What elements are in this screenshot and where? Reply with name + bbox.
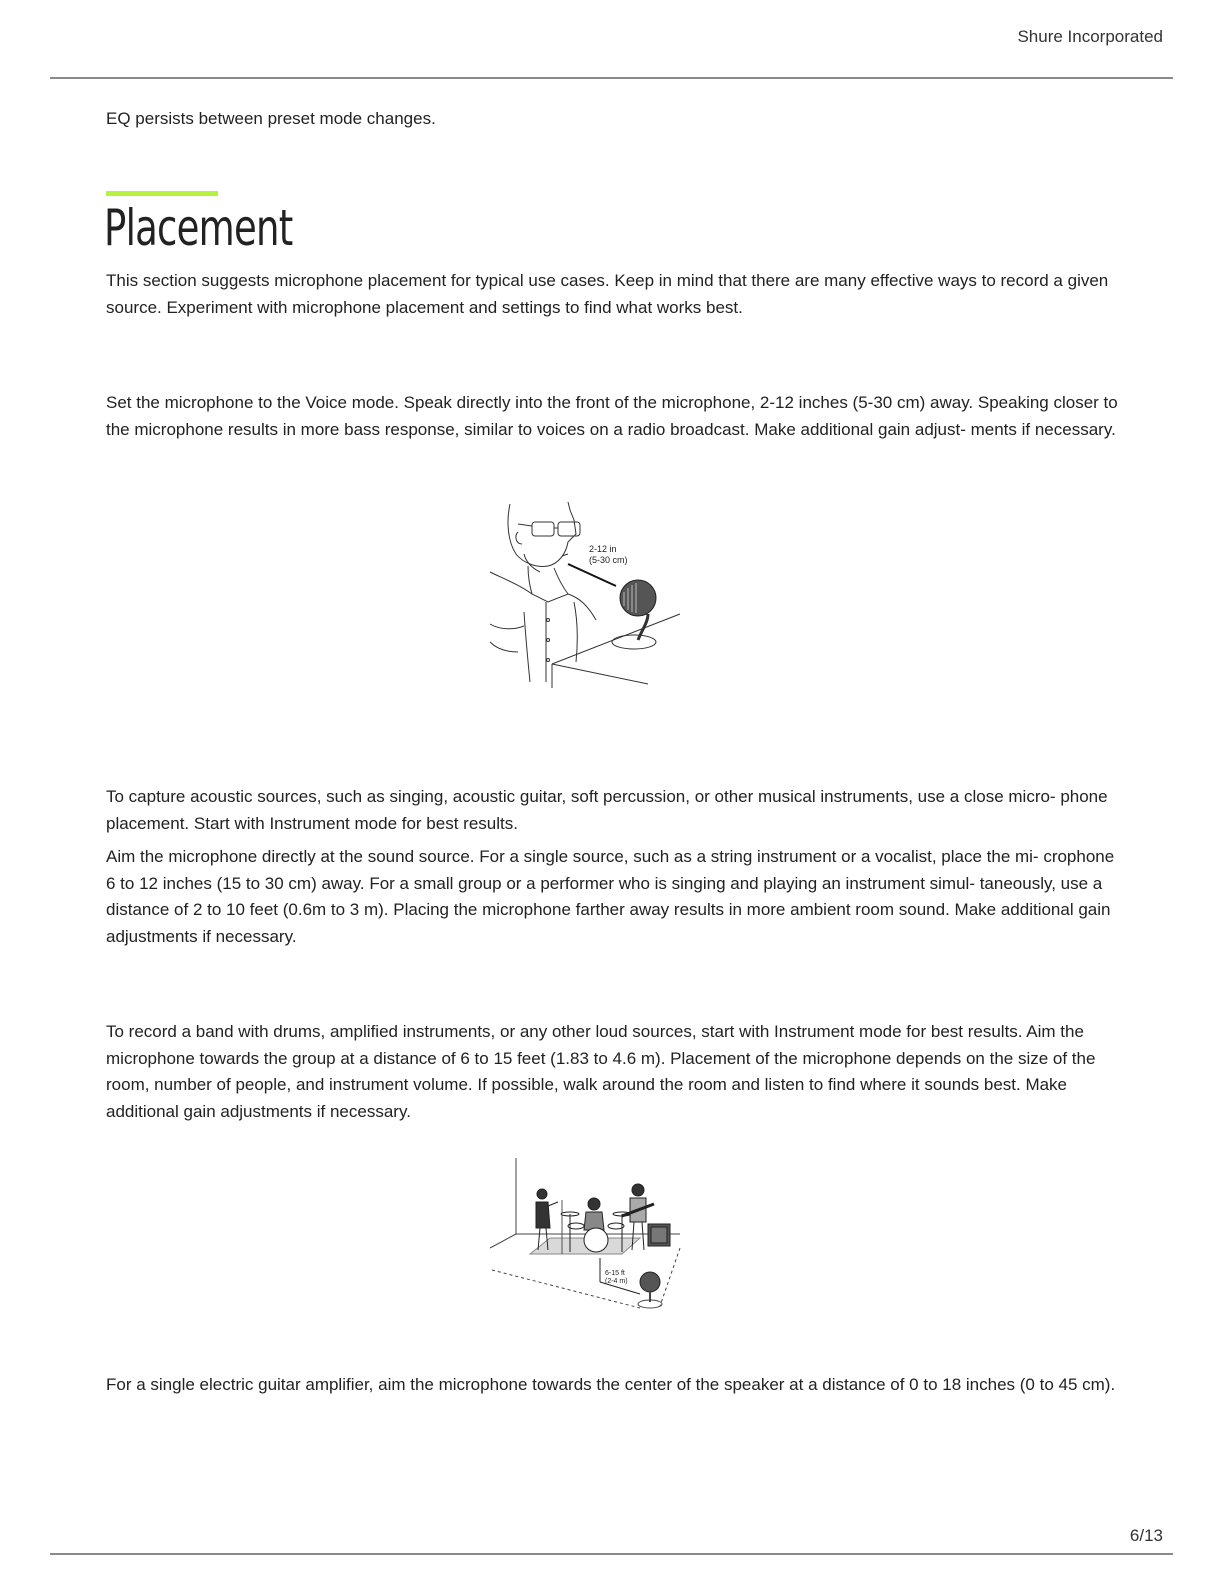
amp-paragraph: For a single electric guitar amplifier, aim the microphone towards the center of the speaker at a distance of 0 to 18 inches (0 to 45 cm). xyxy=(106,1375,1116,1394)
acoustic-paragraph-1: To capture acoustic sources, such as singing, acoustic guitar, soft percussion, or other musical instruments, use a close micro- phone placement. Start with Instrument mode for best results. xyxy=(106,787,1108,833)
person-speaking-into-microphone-illustration xyxy=(488,502,688,688)
distance-label-line1: 2-12 in xyxy=(589,544,617,554)
acoustic-paragraph-2: Aim the microphone directly at the sound source. For a single source, such as a string instrument or a vocalist, place the mi- crophone 6 to 12 inches (15 to 30 cm) away. For a small group or a performer who is singing and playing an instrument simul- taneously, use a distance of 2 to 10 feet (0.6m to 3 m). Placing the microphone farther away results in more ambient room sound. Make additional gain adjustments if necessary. xyxy=(106,847,1115,946)
voice-placement-figure xyxy=(488,502,688,688)
band-distance-label-line1: 6-15 ft xyxy=(605,1270,625,1277)
voice-paragraph: Set the microphone to the Voice mode. Speak directly into the front of the microphone, 2-12 inches (5-30 cm) away. Speaking closer to the microphone results in more bass response, similar to voices on a radio broadcast. Make additional gain adjust- ments if necessary. xyxy=(106,393,1118,439)
company-name: Shure Incorporated xyxy=(1017,27,1163,46)
placement-intro: This section suggests microphone placement for typical use cases. Keep in mind that there are many effective ways to record a given source. Experiment with microphone placement and settings to find what works best. xyxy=(106,271,1109,317)
header-divider xyxy=(50,77,1173,79)
section-heading: Placement xyxy=(104,199,293,257)
band-recording-illustration xyxy=(490,1158,690,1318)
page-number: 6/13 xyxy=(1129,1526,1163,1545)
band-distance-label-line2: (2-4 m) xyxy=(605,1278,628,1285)
footer-divider xyxy=(50,1553,1173,1555)
eq-note: EQ persists between preset mode changes. xyxy=(106,109,436,128)
band-paragraph: To record a band with drums, amplified instruments, or any other loud sources, start with Instrument mode for best results. Aim the microphone towards the group at a distance of 6 to 15 feet (1.83 to 4.6 m). Placement of the microphone depends on the size of the room, number of people, and instrument volume. If possible, walk around the room and listen to find where it sounds best. Make additional gain adjustments if necessary. xyxy=(106,1022,1096,1121)
distance-label-line2: (5-30 cm) xyxy=(589,555,628,565)
band-placement-figure xyxy=(490,1158,690,1318)
